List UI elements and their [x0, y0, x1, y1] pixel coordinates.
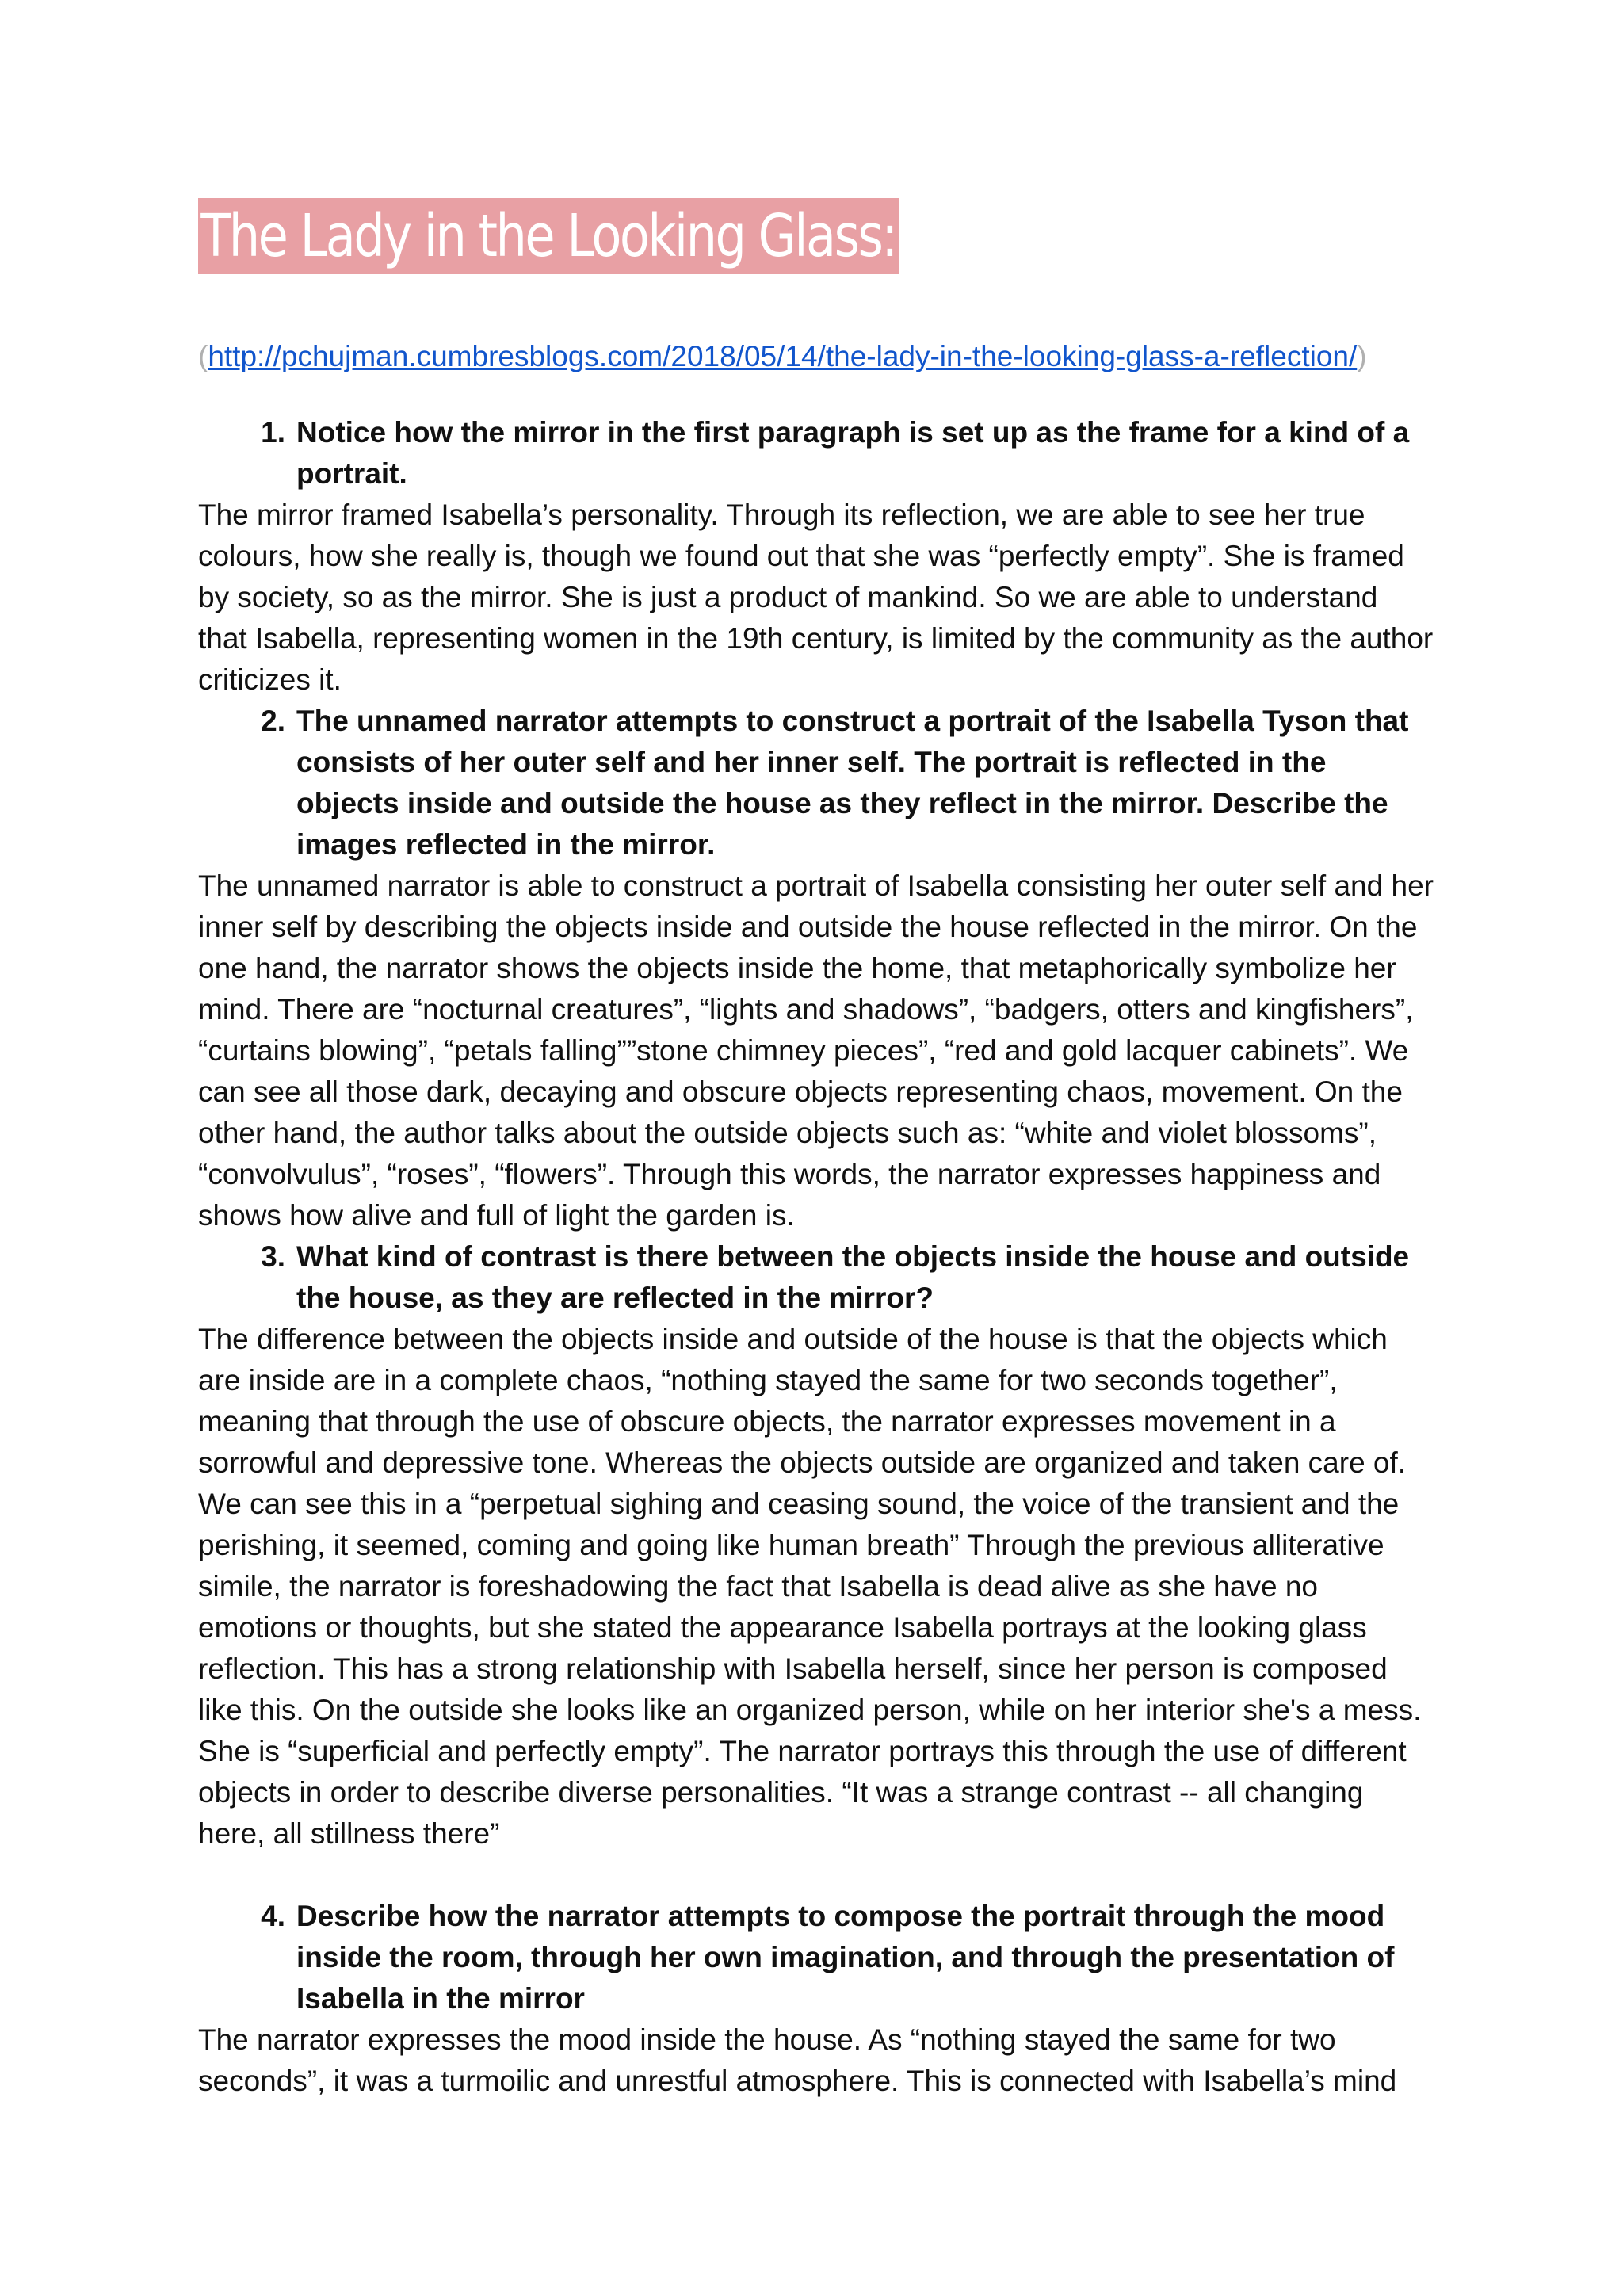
question-number: 3.: [261, 1240, 285, 1273]
source-link-line: [198, 336, 1434, 377]
question-text: The unnamed narrator attempts to construct a portrait of the Isabella Tyson that consists of her outer self and her inner self. The portrait is reflected in the objects inside and outside the house as they reflect in the mirror. Describe the images reflected in the mirror.: [296, 705, 1409, 861]
answer-4: The narrator expresses the mood inside the house. As “nothing stayed the same for two seconds”, it was a turmoilic and unrestful atmosphere. This is connected with Isabella’s mind: [198, 2023, 1397, 2097]
title-block: [198, 198, 1434, 279]
answer-3: The difference between the objects inside and outside of the house is that the objects which are inside are in a complete chaos, “nothing stayed the same for two seconds together”, meaning that through the use of obscure objects, the narrator expresses movement in a sorrowful and depressive tone. Whereas the objects outside are organized and taken care of. We can see this in a “perpetual sighing and ceasing sound, the voice of the transient and the perishing, it seemed, coming and going like human breath” Through the previous alliterative simile, the narrator is foreshadowing the fact that Isabella is dead alive as she have no emotions or thoughts, but she stated the appearance Isabella portrays at the looking glass reflection. This has a strong relationship with Isabella herself, since her person is composed like this. On the outside she looks like an organized person, while on her interior she's a mess. She is “superficial and perfectly empty”. The narrator portrays this through the use of different objects in order to describe diverse personalities. “It was a strange contrast -- all changing here, all stillness there”: [198, 1323, 1422, 1850]
question-4: [198, 1896, 1434, 2019]
answer-1: The mirror framed Isabella’s personality. Through its reflection, we are able to see her true colours, how she really is, though we found out that she was “perfectly empty”. She is framed by society, so as the mirror. She is just a product of mankind. So we are able to understand that Isabella, representing women in the 19th century, is limited by the community as the author criticizes it.: [198, 499, 1434, 696]
question-text: Notice how the mirror in the first paragraph is set up as the frame for a kind of a portrait.: [296, 416, 1410, 490]
question-text: Describe how the narrator attempts to compose the portrait through the mood inside the room, through her own imagination, and through the presentation of Isabella in the mirror: [296, 1900, 1395, 2015]
question-number: 1.: [261, 416, 285, 449]
document-page: [198, 198, 1434, 2102]
question-number: 2.: [261, 705, 285, 737]
question-text: What kind of contrast is there between the objects inside the house and outside the house, as they are reflected in the mirror?: [296, 1240, 1410, 1314]
question-3: [198, 1236, 1434, 1319]
link-open-paren: (: [198, 340, 208, 372]
page-title: The Lady in the Looking Glass:: [198, 198, 899, 274]
answer-2: The unnamed narrator is able to construct a portrait of Isabella consisting her outer self and her inner self by describing the objects inside and outside the house reflected in the mirror. On the one hand, the narrator shows the objects inside the home, that metaphorically symbolize her mind. There are “nocturnal creatures”, “lights and shadows”, “badgers, otters and kingfishers”, “curtains blowing”, “petals falling””stone chimney pieces”, “red and gold lacquer cabinets”. We can see all those dark, decaying and obscure objects representing chaos, movement. On the other hand, the author talks about the outside objects such as: “white and violet blossoms”, “convolvulus”, “roses”, “flowers”. Through this words, the narrator expresses happiness and shows how alive and full of light the garden is.: [198, 869, 1434, 1232]
source-link[interactable]: http://pchujman.cumbresblogs.com/2018/05/14/the-lady-in-the-looking-glass-a-reflection/: [208, 340, 1358, 372]
question-1: [198, 412, 1434, 495]
question-number: 4.: [261, 1900, 285, 1932]
question-2: [198, 701, 1434, 865]
paragraph-spacer: [198, 1855, 1434, 1896]
link-close-paren: ): [1357, 340, 1367, 372]
